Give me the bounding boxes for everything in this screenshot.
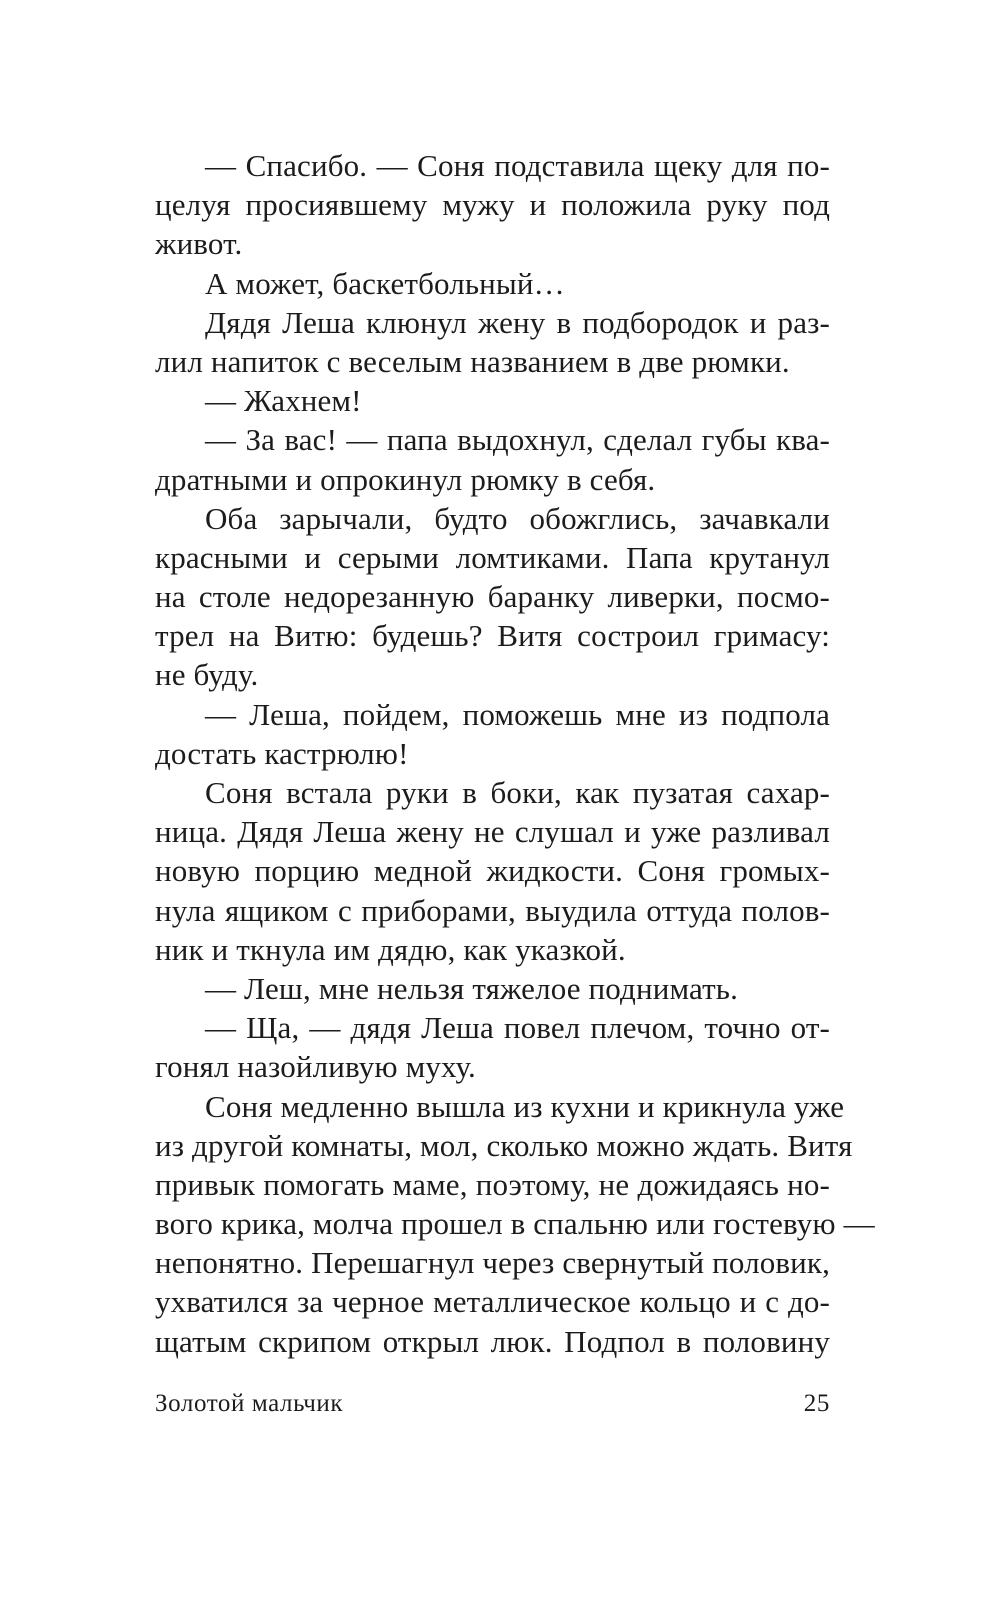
text-line: нула ящиком с приборами, выудила оттуда полов-: [155, 892, 830, 928]
text-line: — Ща, — дядя Леша повел плечом, точно от-: [205, 1010, 830, 1046]
text-line: дратными и опрокинул рюмку в себя.: [155, 461, 656, 497]
text-line: привык помогать маме, поэтому, не дожидаясь но-: [155, 1166, 830, 1202]
running-title: Золотой мальчик: [155, 1390, 344, 1417]
text-line: Соня медленно вышла из кухни и крикнула уже: [205, 1088, 845, 1124]
text-line: Соня встала руки в боки, как пузатая сахар-: [205, 775, 830, 810]
text-line: лил напиток с веселым названием в две рюмки.: [155, 343, 790, 379]
text-line: — Спасибо. — Соня подставила щеку для по-: [205, 148, 830, 183]
text-line: вого крика, молча прошел в спальню или гостевую —: [155, 1206, 875, 1242]
text-line: красными и серыми ломтиками. Папа крутанул: [155, 539, 830, 575]
text-line: из другой комнаты, мол, сколько можно ждать. Витя: [155, 1127, 853, 1163]
text-line: трел на Витю: будешь? Витя состроил гримасу:: [155, 618, 830, 654]
text-line: ник и ткнула им дядю, как указкой.: [155, 931, 626, 967]
text-line: Оба зарычали, будто обожглись, зачавкали: [205, 500, 830, 536]
text-line: не буду.: [155, 657, 259, 693]
text-line: щатым скрипом открыл люк. Подпол в половину: [155, 1323, 830, 1359]
text-line: — Леш, мне нельзя тяжелое поднимать.: [205, 970, 738, 1006]
page-footer: [155, 1390, 830, 1430]
text-line: непонятно. Перешагнул через свернутый половик,: [155, 1245, 830, 1281]
text-line: — Жахнем!: [205, 383, 362, 419]
text-line: Дядя Леша клюнул жену в подбородок и раз-: [205, 304, 830, 340]
text-line: ухватился за черное металлическое кольцо и с до-: [155, 1284, 830, 1320]
text-line: достать кастрюлю!: [155, 735, 409, 771]
page-number: 25: [803, 1390, 830, 1417]
text-line: — Леша, пойдем, поможешь мне из подпола: [205, 696, 830, 732]
text-line: гонял назойливую муху.: [155, 1049, 476, 1085]
text-line: на столе недорезанную баранку ливерки, посмо-: [155, 579, 830, 615]
text-line: целуя просиявшему мужу и положила руку под: [155, 187, 830, 223]
text-line: живот.: [155, 226, 243, 262]
text-line: новую порцию медной жидкости. Соня громых-: [155, 853, 830, 889]
text-line: ница. Дядя Леша жену не слушал и уже разливал: [155, 814, 830, 850]
text-line: — За вас! — папа выдохнул, сделал губы ква-: [205, 422, 830, 458]
text-line: А может, баскетбольный…: [205, 265, 565, 301]
body-text: [155, 146, 875, 1361]
